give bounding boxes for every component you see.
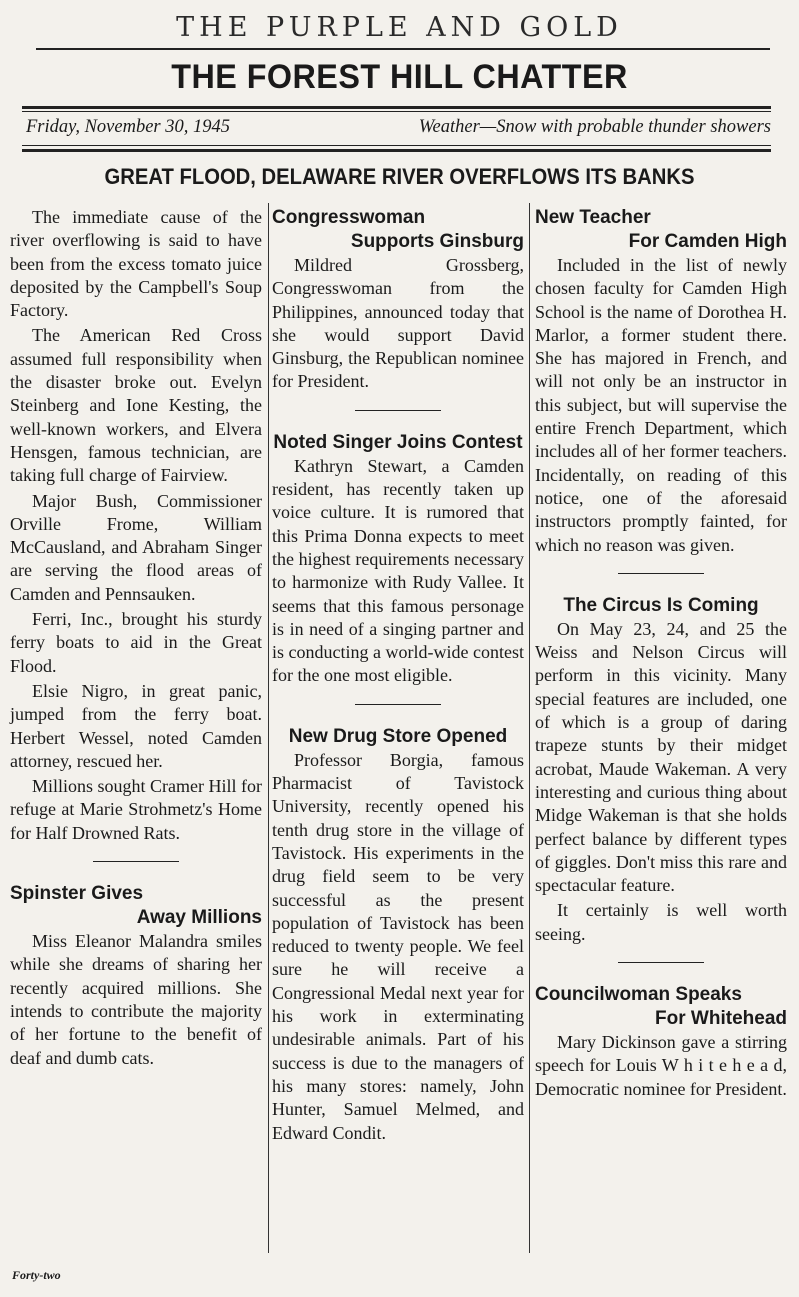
headline-line: For Camden High [628, 231, 787, 252]
article-paragraph: It certainly is well worth seeing. [535, 900, 787, 944]
article-paragraph: Included in the list of newly chosen faculty for Camden High School is the name of Dorothea H. Marlor, a former student there. She has majored in French, and will not only be an instructor in this subject, but will supervise the entire French Department, which includes all of her former teachers. Incidentally, on reading of this notice, one of the aforesaid instructors promptly fainted, for which no reason was given. [535, 255, 787, 555]
singer-headline: Noted Singer Joins Contest [273, 431, 523, 453]
article-paragraph: Kathryn Stewart, a Camden resident, has recently taken up voice culture. It is rumored that this Prima Donna expects to meet the highest requirements necessary to harmonize with Rudy Vallee. It seems that this famous personage is in need of a singing partner and is conducting a world-wide contest for the one most eligible. [272, 455, 524, 686]
article-paragraph: Miss Eleanor Malandra smiles while she dreams of sharing her recently acquired millions. She intends to contribute the majority of her fortune to the benefit of deaf and dumb cats. [10, 931, 262, 1068]
headline-line: Supports Ginsburg [350, 231, 524, 252]
top-double-rule-thin [22, 111, 771, 112]
circus-headline: The Circus Is Coming [563, 594, 759, 616]
article-paragraph: Ferri, Inc., brought his sturdy ferry boats to aid in the Great Flood. [10, 609, 262, 676]
masthead-title: THE PURPLE AND GOLD [176, 12, 623, 43]
spinster-headline [10, 882, 262, 930]
column-3 [535, 206, 787, 1101]
teacher-headline [535, 206, 787, 254]
article-paragraph: Mary Dickinson gave a stirring speech for Louis W h i t e h e a d, Democratic nominee for President. [535, 1032, 787, 1099]
article-paragraph: On May 23, 24, and 25 the Weiss and Nelson Circus will perform in this vicinity. Many special features are included, one of which is a group of daring trapeze stunts by their midget acrobat, Maude Wakeman. A very interesting and curious thing about Midge Wakeman is that she holds perfect balance by different types of giggles. Don't miss this rare and spectacular feature. [535, 618, 787, 896]
article-separator [618, 962, 704, 963]
column-1 [10, 206, 262, 1070]
article-paragraph: Mildred Grossberg, Congresswoman from the Philippines, announced today that she would support David Ginsburg, the Republican nominee for President. [272, 255, 524, 392]
bottom-double-rule-thin [22, 145, 771, 146]
headline-line: Spinster Gives [10, 883, 144, 905]
headline-line: New Teacher [535, 207, 651, 228]
headline-line: Councilwoman Speaks [535, 984, 742, 1006]
councilwoman-headline [535, 983, 787, 1031]
bottom-double-rule-thick [22, 149, 771, 152]
paper-name: THE FOREST HILL CHATTER [171, 58, 628, 96]
headline-line: Away Millions [136, 907, 262, 929]
article-separator [355, 410, 441, 411]
article-paragraph: Millions sought Cramer Hill for refuge at Marie Strohmetz's Home for Half Drowned Rats. [10, 776, 262, 843]
article-paragraph: Elsie Nigro, in great panic, jumped from the ferry boat. Herbert Wessel, noted Camden attorney, rescued her. [10, 680, 262, 771]
column-2 [272, 206, 524, 1145]
main-headline: GREAT FLOOD, DELAWARE RIVER OVERFLOWS ITS BANKS [104, 164, 695, 189]
headline-line: Congresswoman [272, 207, 426, 228]
flood-article [10, 206, 262, 845]
column-divider [268, 203, 269, 1253]
weather-line: Weather—Snow with probable thunder showers [418, 117, 771, 137]
article-separator [618, 573, 704, 574]
congresswoman-headline [272, 206, 524, 254]
article-separator [355, 704, 441, 705]
page-folio: Forty-two [12, 1268, 61, 1282]
top-double-rule-thick [22, 106, 771, 109]
article-paragraph: Major Bush, Commissioner Orville Frome, William McCausland, and Abraham Singer are serving the flood areas of Camden and Pennsauken. [10, 490, 262, 604]
drug-store-headline: New Drug Store Opened [288, 725, 508, 747]
article-paragraph: The American Red Cross assumed full responsibility when the disaster broke out. Evelyn Steinberg and Ione Kesting, the well-known workers, and Elvera Hensgen, famous technician, are taking full charge of Fairview. [10, 325, 262, 486]
article-separator [93, 861, 179, 862]
column-divider [529, 203, 530, 1253]
headline-line: For Whitehead [655, 1008, 787, 1030]
article-paragraph: Professor Borgia, famous Pharmacist of Tavistock University, recently opened his tenth drug store in the village of Tavistock. His experiments in the drug field seem to be very successful as the present population of Tavistock has been reduced to twenty people. We feel sure he will receive a Congressional Medal next year for his work in exterminating undesirable animals. Part of his success is due to the managers of his many stores: namely, John Hunter, Samuel Melmed, and Edward Condit. [272, 749, 524, 1143]
masthead-rule [36, 48, 770, 50]
dateline: Friday, November 30, 1945 [26, 117, 230, 137]
article-paragraph: The immediate cause of the river overflowing is said to have been from the excess tomato juice deposited by the Campbell's Soup Factory. [10, 207, 262, 321]
